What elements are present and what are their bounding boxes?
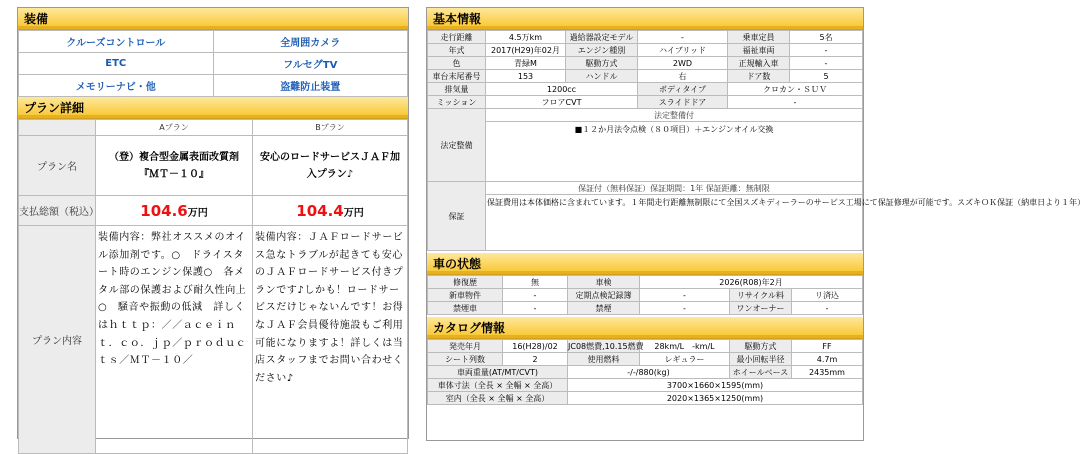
catalog-value: FF bbox=[792, 340, 863, 353]
catalog-key: ホイールベース bbox=[730, 366, 792, 379]
basic-key: 車台末尾番号 bbox=[428, 70, 486, 83]
basic-key: ハンドル bbox=[566, 70, 638, 83]
basic-value: 青緑M bbox=[486, 57, 566, 70]
basic-key: 駆動方式 bbox=[566, 57, 638, 70]
plan-a-price bbox=[96, 196, 253, 226]
basic-key: ボディタイプ bbox=[638, 83, 728, 96]
equip-etc[interactable]: ETC bbox=[19, 53, 214, 75]
catalog-value: 2 bbox=[503, 353, 568, 366]
legal-maintenance-sub: 法定整備付 bbox=[486, 109, 863, 122]
equip-fullseg-tv[interactable]: フルセグTV bbox=[213, 53, 408, 75]
catalog-key: 使用燃料 bbox=[568, 353, 640, 366]
basic-key: 排気量 bbox=[428, 83, 486, 96]
basic-info-header: 基本情報 bbox=[427, 8, 863, 30]
condition-key: 修復歴 bbox=[428, 276, 503, 289]
plan-a-price-unit: 万円 bbox=[187, 207, 208, 219]
plan-content-label: プラン内容 bbox=[19, 226, 96, 454]
basic-key: 福祉車両 bbox=[728, 44, 790, 57]
catalog-value: 3700×1660×1595(mm) bbox=[568, 379, 863, 392]
basic-value: 1200cc bbox=[486, 83, 638, 96]
condition-value: - bbox=[503, 302, 568, 315]
catalog-value: 28km/L -km/L bbox=[640, 340, 730, 353]
plan-header: プラン詳細 bbox=[18, 97, 408, 119]
basic-key: ドア数 bbox=[728, 70, 790, 83]
basic-key: 過給器設定モデル bbox=[566, 31, 638, 44]
condition-value: - bbox=[792, 302, 863, 315]
basic-key: 乗車定員 bbox=[728, 31, 790, 44]
equipment-table bbox=[18, 30, 408, 97]
plan-b-content: 装備内容：ＪＡＦロードサービス急なトラブルが起きても安心のＪＡＦロードサービス付きプランです♪しかも！ロードサービスだけじゃないんです！お得なＪＡＦ会員優待施設もご利用可能になりますよ！詳しくは当店スタッフまでお問い合わせください♪ bbox=[253, 226, 408, 454]
catalog-value: 4.7m bbox=[792, 353, 863, 366]
condition-table bbox=[427, 275, 863, 315]
catalog-key: 駆動方式 bbox=[730, 340, 792, 353]
condition-value: - bbox=[640, 289, 730, 302]
basic-value: 2017(H29)年02月 bbox=[486, 44, 566, 57]
basic-key: 年式 bbox=[428, 44, 486, 57]
basic-value: - bbox=[790, 57, 863, 70]
basic-value: フロアCVT bbox=[486, 96, 638, 109]
plan-a-price-value: 104.6 bbox=[140, 201, 188, 220]
equip-anti-theft[interactable]: 盗難防止装置 bbox=[213, 75, 408, 97]
plan-b-price-unit: 万円 bbox=[343, 207, 364, 219]
basic-key: 色 bbox=[428, 57, 486, 70]
catalog-key: 車体寸法（全長 × 全幅 × 全高） bbox=[428, 379, 568, 392]
basic-value: - bbox=[638, 31, 728, 44]
condition-key: 定期点検記録簿 bbox=[568, 289, 640, 302]
legal-maintenance-text: ■１２か月法令点検（８０項目）＋エンジンオイル交換 bbox=[486, 122, 863, 182]
catalog-value: -/-/880(kg) bbox=[568, 366, 730, 379]
catalog-key: シート列数 bbox=[428, 353, 503, 366]
catalog-key: 車両重量(AT/MT/CVT) bbox=[428, 366, 568, 379]
basic-value: - bbox=[728, 96, 863, 109]
catalog-key: JC08燃費,10.15燃費 bbox=[568, 341, 644, 351]
catalog-value: 2435mm bbox=[792, 366, 863, 379]
catalog-value: レギュラー bbox=[640, 353, 730, 366]
plan-a-header: Aプラン bbox=[96, 120, 253, 136]
equipment-header: 装備 bbox=[18, 8, 408, 30]
legal-maintenance-label: 法定整備 bbox=[428, 109, 486, 182]
basic-value: 5名 bbox=[790, 31, 863, 44]
catalog-value: 2020×1365×1250(mm) bbox=[568, 392, 863, 405]
condition-value: リ済込 bbox=[792, 289, 863, 302]
basic-value: 153 bbox=[486, 70, 566, 83]
basic-value: 5 bbox=[790, 70, 863, 83]
plan-name-label: プラン名 bbox=[19, 136, 96, 196]
condition-value: - bbox=[640, 302, 730, 315]
plan-b-name: 安心のロードサービスＪＡＦ加入プラン♪ bbox=[253, 136, 408, 196]
equip-cruise-control[interactable]: クルーズコントロール bbox=[19, 31, 214, 53]
condition-key: ワンオーナー bbox=[730, 302, 792, 315]
warranty-sub: 保証付（無料保証）保証期間：1年 保証距離：無制限 bbox=[486, 182, 863, 195]
right-panel bbox=[426, 7, 1085, 441]
condition-key: 禁煙 bbox=[568, 302, 640, 315]
warranty-label: 保証 bbox=[428, 182, 486, 251]
plan-a-content: 装備内容：弊社オススメのオイル添加剤です。○ ドライスタート時のエンジン保護○ 各メタル部の保護および耐久性向上○ 騒音や振動の低減 詳しくはｈｔｔｐ：／／ａｃｅｉｎｔ．ｃｏ．ｊｐ／ｐｒｏｄｕｃｔｓ／ＭＴ－１０／ bbox=[96, 226, 253, 454]
warranty-text: 保証費用は本体価格に含まれています。１年間走行距離無制限にて全国スズキディーラーのサービス工場にて保証修理が可能です。スズキＯＫ保証（納車日より１年） bbox=[486, 195, 863, 251]
basic-value: 2WD bbox=[638, 57, 728, 70]
plan-b-price-value: 104.4 bbox=[296, 201, 344, 220]
catalog-value: 16(H28)/02 bbox=[503, 340, 568, 353]
condition-key: リサイクル料 bbox=[730, 289, 792, 302]
basic-key: 走行距離 bbox=[428, 31, 486, 44]
catalog-key: 発売年月 bbox=[428, 340, 503, 353]
condition-key: 新車物件 bbox=[428, 289, 503, 302]
basic-info-table bbox=[427, 30, 1085, 251]
basic-value: 右 bbox=[638, 70, 728, 83]
plan-b-price bbox=[253, 196, 408, 226]
plan-a-name: （登）複合型金属表面改質剤『ＭＴ－１０』 bbox=[96, 136, 253, 196]
catalog-key: 最小回転半径 bbox=[730, 353, 792, 366]
condition-key: 禁煙車 bbox=[428, 302, 503, 315]
basic-value: クロカン・ＳＵＶ bbox=[728, 83, 863, 96]
catalog-key: 室内（全長 × 全幅 × 全高） bbox=[428, 392, 568, 405]
basic-key: 正規輸入車 bbox=[728, 57, 790, 70]
basic-key: スライドドア bbox=[638, 96, 728, 109]
condition-value: 無 bbox=[503, 276, 568, 289]
condition-key: 車検 bbox=[568, 276, 640, 289]
basic-value: - bbox=[790, 44, 863, 57]
basic-key: エンジン種別 bbox=[566, 44, 638, 57]
left-panel bbox=[17, 7, 409, 439]
catalog-header: カタログ情報 bbox=[427, 317, 863, 339]
condition-value: 2026(R08)年2月 bbox=[640, 276, 863, 289]
catalog-table bbox=[427, 339, 863, 405]
condition-value: - bbox=[503, 289, 568, 302]
plan-corner bbox=[19, 120, 96, 136]
plan-b-header: Bプラン bbox=[253, 120, 408, 136]
price-label: 支払総額（税込） bbox=[19, 196, 96, 226]
plan-table bbox=[18, 119, 408, 454]
condition-header: 車の状態 bbox=[427, 253, 863, 275]
equip-memory-navi[interactable]: メモリーナビ・他 bbox=[19, 75, 214, 97]
basic-key: ミッション bbox=[428, 96, 486, 109]
equip-surround-camera[interactable]: 全周囲カメラ bbox=[213, 31, 408, 53]
basic-value: 4.5万km bbox=[486, 31, 566, 44]
basic-value: ハイブリッド bbox=[638, 44, 728, 57]
